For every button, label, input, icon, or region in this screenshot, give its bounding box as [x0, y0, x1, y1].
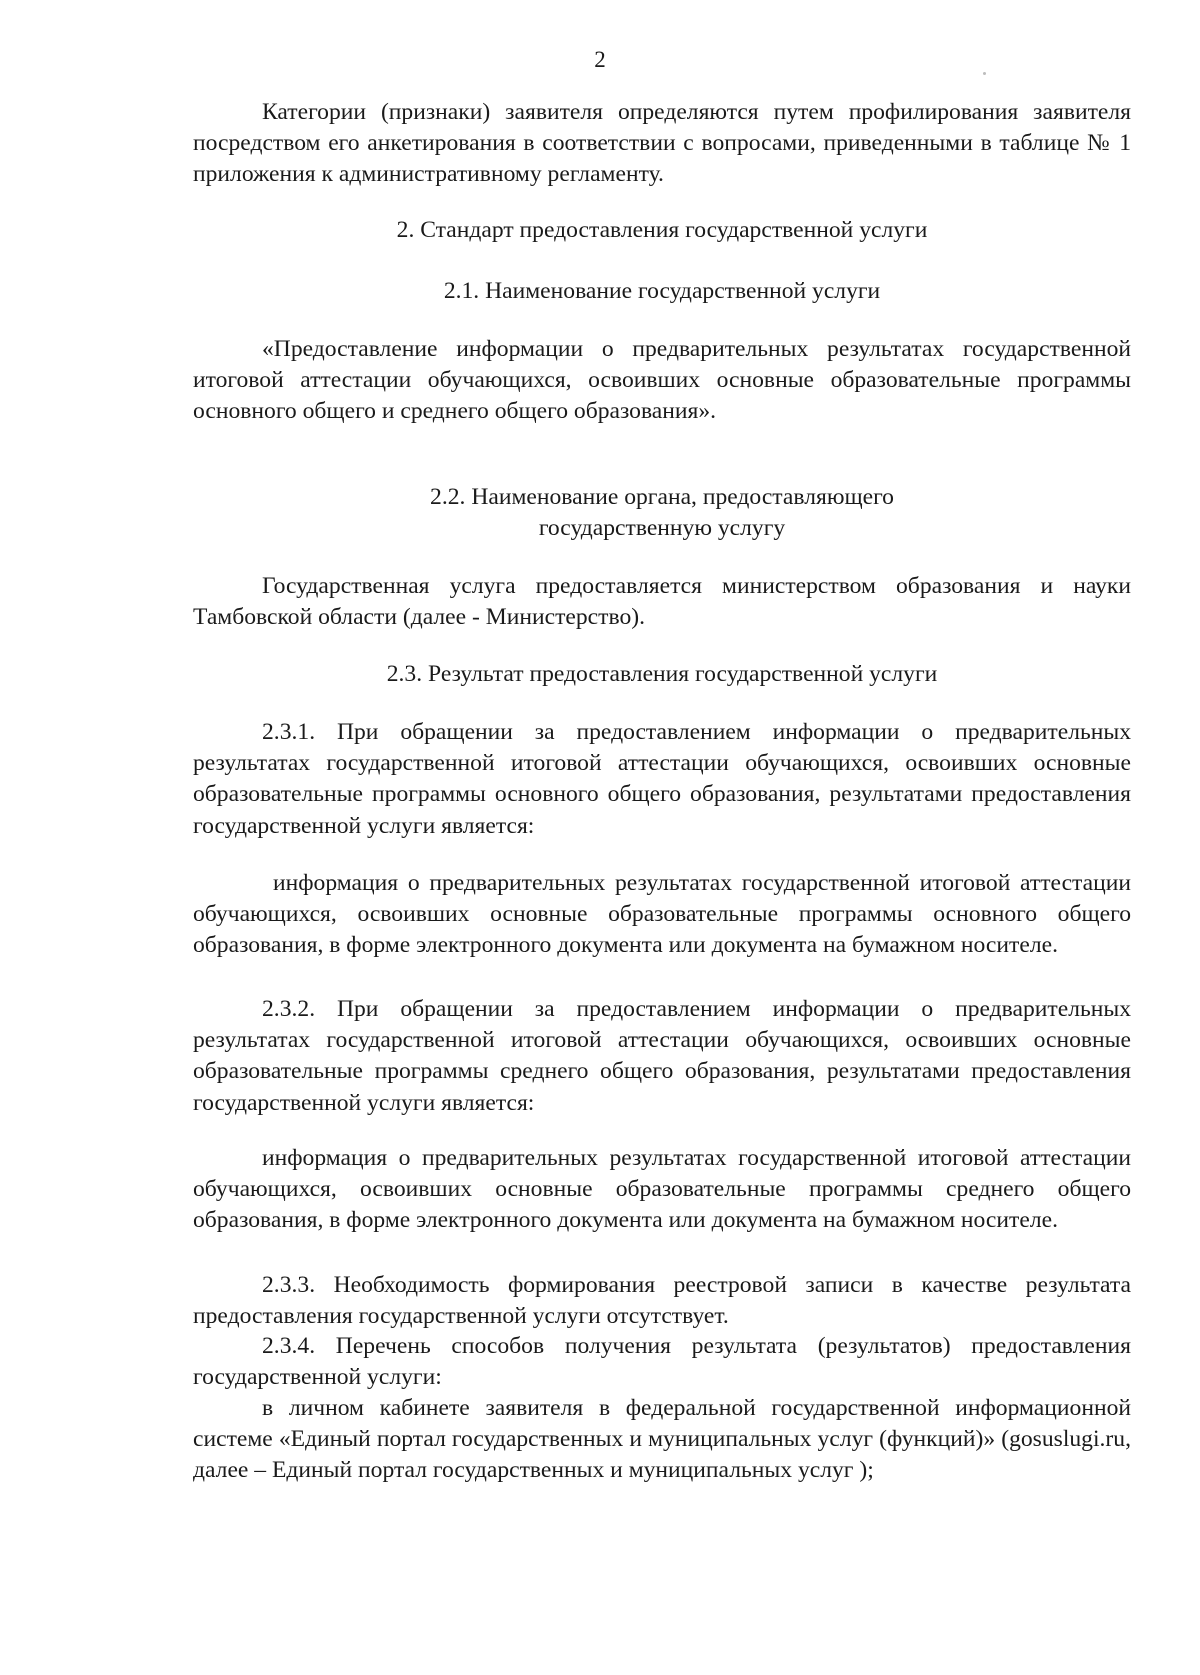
- paragraph-2-3-4: 2.3.4. Перечень способов получения результата (результатов) предоставления государственной услуги:: [193, 1333, 1131, 1391]
- paragraph-2-3-1-info: информация о предварительных результатах государственной итоговой аттестации обучающихся, освоивших основные образовательные программы основного общего образования, в форме электронного документа или документа на бумажном носителе.: [193, 870, 1131, 959]
- paragraph-2-3-4-item: в личном кабинете заявителя в федеральной государственной информационной системе «Единый портал государственных и муниципальных услуг (функций)» (gosuslugi.ru, далее – Единый портал государственных и муниципальных услуг );: [193, 1395, 1131, 1484]
- section-heading-2-2-line1: 2.2. Наименование органа, предоставляющего: [430, 484, 894, 510]
- paragraph-2-3-2: 2.3.2. При обращении за предоставлением информации о предварительных результатах государственной итоговой аттестации обучающихся, освоивших основные образовательные программы среднего общего образования, результатами предоставления государственной услуги является:: [193, 996, 1131, 1116]
- paragraph-2-3-1: 2.3.1. При обращении за предоставлением информации о предварительных результатах государственной итоговой аттестации обучающихся, освоивших основные образовательные программы основного общего образования, результатами предоставления государственной услуги является:: [193, 719, 1131, 839]
- section-heading-2: 2. Стандарт предоставления государственной услуги: [396, 217, 928, 243]
- section-heading-2-2-line2: государственную услугу: [538, 515, 786, 541]
- scan-speck: [983, 72, 986, 75]
- section-heading-2-3: 2.3. Результат предоставления государственной услуги: [386, 661, 938, 687]
- page-number: 2: [594, 47, 606, 72]
- paragraph-service-name: «Предоставление информации о предварительных результатах государственной итоговой аттестации обучающихся, освоивших основные образовательные программы основного общего и среднего общего образования».: [193, 336, 1131, 425]
- paragraph-categories: Категории (признаки) заявителя определяются путем профилирования заявителя посредством его анкетирования в соответствии с вопросами, приведенными в таблице № 1 приложения к административному регламенту.: [193, 99, 1131, 188]
- paragraph-2-3-2-info: информация о предварительных результатах государственной итоговой аттестации обучающихся, освоивших основные образовательные программы среднего общего образования, в форме электронного документа или документа на бумажном носителе.: [193, 1145, 1131, 1234]
- paragraph-2-3-3: 2.3.3. Необходимость формирования реестровой записи в качестве результата предоставления государственной услуги отсутствует.: [193, 1272, 1131, 1330]
- section-heading-2-1: 2.1. Наименование государственной услуги: [443, 278, 881, 304]
- paragraph-ministry: Государственная услуга предоставляется министерством образования и науки Тамбовской области (далее - Министерство).: [193, 573, 1131, 631]
